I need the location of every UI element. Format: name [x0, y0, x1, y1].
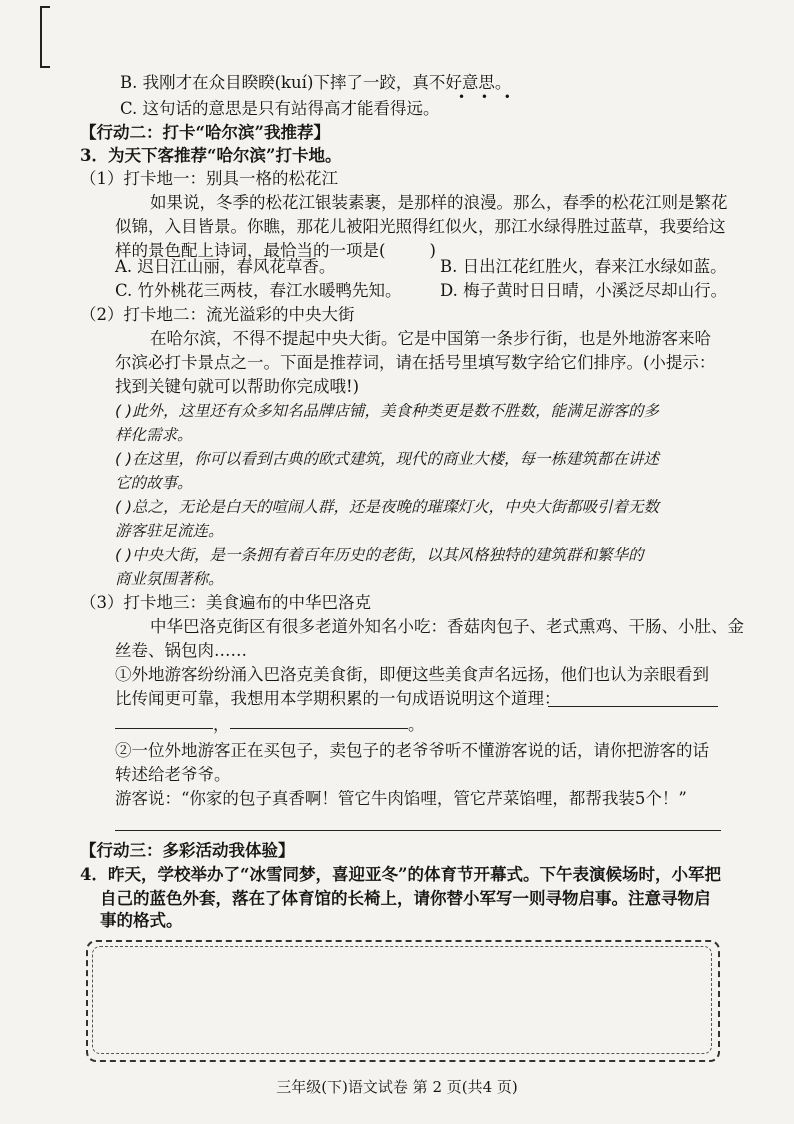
choice-c: C. 竹外桃花三两枝，春江水暖鸭先知。 [115, 281, 402, 300]
sentence-1-cont: 样化需求。 [115, 426, 193, 444]
part-1-title: （1）打卡地一：别具一格的松花江 [80, 169, 338, 188]
question-4-cont: 自己的蓝色外套，落在了体育馆的长椅上，请你替小军写一则寻物启事。注意寻物启 [100, 889, 711, 908]
sentence-1[interactable]: ( )此外，这里还有众多知名品牌店铺，美食种类更是数不胜数，能满足游客的多 [115, 402, 660, 420]
page-footer: 三年级(下)语文试卷 第 2 页(共4 页) [276, 1078, 518, 1096]
part-2-text: 在哈尔滨，不得不提起中央大街。它是中国第一条步行街，也是外地游客来哈 [150, 329, 711, 348]
choice-d: D. 梅子黄时日日晴，小溪泛尽却山行。 [440, 281, 728, 300]
part-1-text: 似锦，入目皆景。你瞧，那花儿被阳光照得红似火，那江水绿得胜过蓝草，我要给这 [115, 217, 726, 236]
idiom-blank-2[interactable] [115, 728, 213, 729]
question-3-1-prompt: 比传闻更可靠，我想用本学期积累的一句成语说明这个道理： [115, 689, 561, 708]
part-3-text: 中华巴洛克街区有很多老道外知名小吃：香菇肉包子、老式熏鸡、干肠、小肚、金 [150, 617, 744, 636]
question-4-cont: 事的格式。 [100, 911, 183, 930]
option-c: C. 这句话的意思是只有站得高才能看得远。 [120, 99, 440, 118]
part-2-text: 找到关键句就可以帮助你完成哦!) [115, 377, 360, 396]
paren-close: ) [429, 241, 436, 260]
sentence-2[interactable]: ( )在这里，你可以看到古典的欧式建筑，现代的商业大楼，每一栋建筑都在讲述 [115, 450, 660, 468]
idiom-blank-1[interactable] [548, 706, 718, 707]
emphasis-dots: • • • [458, 90, 517, 104]
period: 。 [408, 715, 425, 734]
part-2-title: （2）打卡地二：流光溢彩的中央大街 [80, 305, 355, 324]
part-3-text: 丝卷、锅包肉…… [115, 641, 247, 660]
retell-answer-line[interactable] [115, 830, 721, 831]
sentence-4[interactable]: ( )中央大街，是一条拥有着百年历史的老街，以其风格独特的建筑群和繁华的 [115, 546, 644, 564]
tourist-quote: 游客说：“你家的包子真香啊！管它牛肉馅哩，管它芹菜馅哩，都帮我装5个！” [115, 789, 687, 808]
part-3-title: （3）打卡地三：美食遍布的中华巴洛克 [80, 593, 371, 612]
sentence-2-cont: 它的故事。 [115, 474, 193, 492]
choice-a: A. 迟日江山丽，春风花草香。 [115, 257, 336, 276]
part-1-text: 如果说，冬季的松花江银装素裹，是那样的浪漫。那么，春季的松花江则是繁花 [150, 193, 728, 212]
answer-box-inner-border [92, 946, 712, 1054]
question-3-2-cont: 转述给老爷爷。 [115, 765, 231, 784]
sentence-3-cont: 游客驻足流连。 [115, 522, 224, 540]
option-b: B. 我刚才在众目睽睽(kuí)下摔了一跤，真不好意思。 [120, 73, 512, 92]
comma: ， [213, 715, 230, 734]
choice-b: B. 日出江花红胜火，春来江水绿如蓝。 [440, 257, 727, 276]
section-action-3: 【行动三：多彩活动我体验】 [80, 841, 295, 860]
question-4: 4．昨天，学校举办了“冰雪同梦，喜迎亚冬”的体育节开幕式。下午表演候场时，小军把 [80, 865, 721, 884]
question-3-1: ①外地游客纷纷涌入巴洛克美食街，即便这些美食声名远扬，他们也认为亲眼看到 [115, 665, 709, 684]
question-3-2: ②一位外地游客正在买包子，卖包子的老爷爷听不懂游客说的话，请你把游客的话 [115, 741, 709, 760]
idiom-blank-3[interactable] [230, 728, 408, 729]
part-2-text: 尔滨必打卡景点之一。下面是推荐词，请在括号里填写数字给它们排序。(小提示： [115, 353, 716, 372]
section-action-2: 【行动二：打卡“哈尔滨”我推荐】 [80, 123, 330, 142]
question-3: 3．为天下客推荐“哈尔滨”打卡地。 [80, 146, 342, 165]
sentence-3[interactable]: ( )总之，无论是白天的喧闹人群，还是夜晚的璀璨灯火，中央大街都吸引着无数 [115, 498, 660, 516]
binding-mark [40, 6, 50, 68]
question-stem: 样的景色配上诗词，最恰当的一项是( [115, 241, 386, 260]
sentence-4-cont: 商业氛围著称。 [115, 570, 224, 588]
